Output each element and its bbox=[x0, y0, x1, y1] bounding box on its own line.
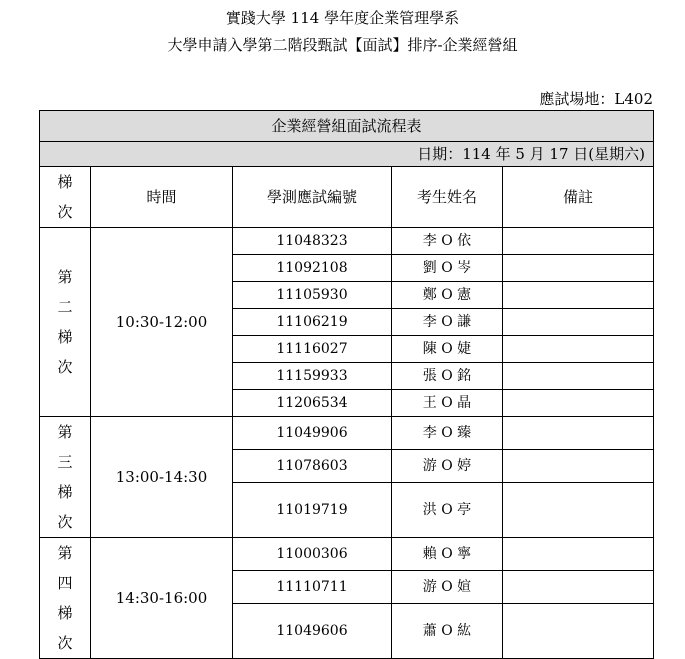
batch-label: 第四梯次 bbox=[40, 538, 91, 659]
exam-id-cell: 11049906 bbox=[233, 417, 392, 450]
column-header-name: 考生姓名 bbox=[392, 167, 503, 228]
column-header-batch: 梯次 bbox=[40, 167, 91, 228]
candidate-name-cell: 賴 O 寧 bbox=[392, 538, 503, 571]
note-cell bbox=[503, 228, 654, 255]
exam-id-cell: 11206534 bbox=[233, 390, 392, 417]
table-row bbox=[40, 538, 654, 571]
table-header-row bbox=[40, 167, 654, 228]
table-banner: 企業經營組面試流程表 bbox=[40, 111, 654, 142]
note-cell bbox=[503, 538, 654, 571]
exam-id-cell: 11110711 bbox=[233, 571, 392, 604]
exam-id-cell: 11092108 bbox=[233, 255, 392, 282]
candidate-name-cell: 陳 O 婕 bbox=[392, 336, 503, 363]
note-cell bbox=[503, 390, 654, 417]
candidate-name-cell: 游 O 媗 bbox=[392, 571, 503, 604]
batch-time: 10:30-12:00 bbox=[91, 228, 233, 417]
batch-label: 第二梯次 bbox=[40, 228, 91, 417]
candidate-name-cell: 張 O 銘 bbox=[392, 363, 503, 390]
candidate-name-cell: 洪 O 亭 bbox=[392, 483, 503, 538]
exam-id-cell: 11078603 bbox=[233, 450, 392, 483]
document-subtitle: 大學申請入學第二階段甄試【面試】排序-企業經營組 bbox=[167, 36, 518, 54]
note-cell bbox=[503, 450, 654, 483]
column-header-time: 時間 bbox=[91, 167, 233, 228]
exam-id-cell: 11019719 bbox=[233, 483, 392, 538]
table-row bbox=[40, 417, 654, 450]
note-cell bbox=[503, 363, 654, 390]
document-title: 實踐大學 114 學年度企業管理學系 bbox=[225, 9, 460, 27]
candidate-name-cell: 蕭 O 紘 bbox=[392, 604, 503, 659]
note-cell bbox=[503, 417, 654, 450]
exam-id-cell: 11116027 bbox=[233, 336, 392, 363]
candidate-name-cell: 李 O 謙 bbox=[392, 309, 503, 336]
table-row bbox=[40, 228, 654, 255]
note-cell bbox=[503, 571, 654, 604]
batch-label: 第三梯次 bbox=[40, 417, 91, 538]
note-cell bbox=[503, 255, 654, 282]
candidate-name-cell: 劉 O 岑 bbox=[392, 255, 503, 282]
candidate-name-cell: 李 O 臻 bbox=[392, 417, 503, 450]
candidate-name-cell: 李 O 依 bbox=[392, 228, 503, 255]
note-cell bbox=[503, 604, 654, 659]
exam-id-cell: 11048323 bbox=[233, 228, 392, 255]
note-cell bbox=[503, 309, 654, 336]
candidate-name-cell: 游 O 婷 bbox=[392, 450, 503, 483]
candidate-name-cell: 王 O 晶 bbox=[392, 390, 503, 417]
candidate-name-cell: 鄭 O 憲 bbox=[392, 282, 503, 309]
exam-date: 日期：114 年 5 月 17 日(星期六) bbox=[40, 142, 654, 167]
column-header-exam-id: 學測應試編號 bbox=[233, 167, 392, 228]
exam-venue: 應試場地：L402 bbox=[539, 90, 653, 108]
exam-id-cell: 11106219 bbox=[233, 309, 392, 336]
exam-id-cell: 11049606 bbox=[233, 604, 392, 659]
batch-time: 13:00-14:30 bbox=[91, 417, 233, 538]
exam-id-cell: 11105930 bbox=[233, 282, 392, 309]
note-cell bbox=[503, 336, 654, 363]
exam-id-cell: 11000306 bbox=[233, 538, 392, 571]
exam-id-cell: 11159933 bbox=[233, 363, 392, 390]
interview-schedule-table bbox=[39, 110, 654, 659]
note-cell bbox=[503, 282, 654, 309]
batch-time: 14:30-16:00 bbox=[91, 538, 233, 659]
column-header-note: 備註 bbox=[503, 167, 654, 228]
note-cell bbox=[503, 483, 654, 538]
